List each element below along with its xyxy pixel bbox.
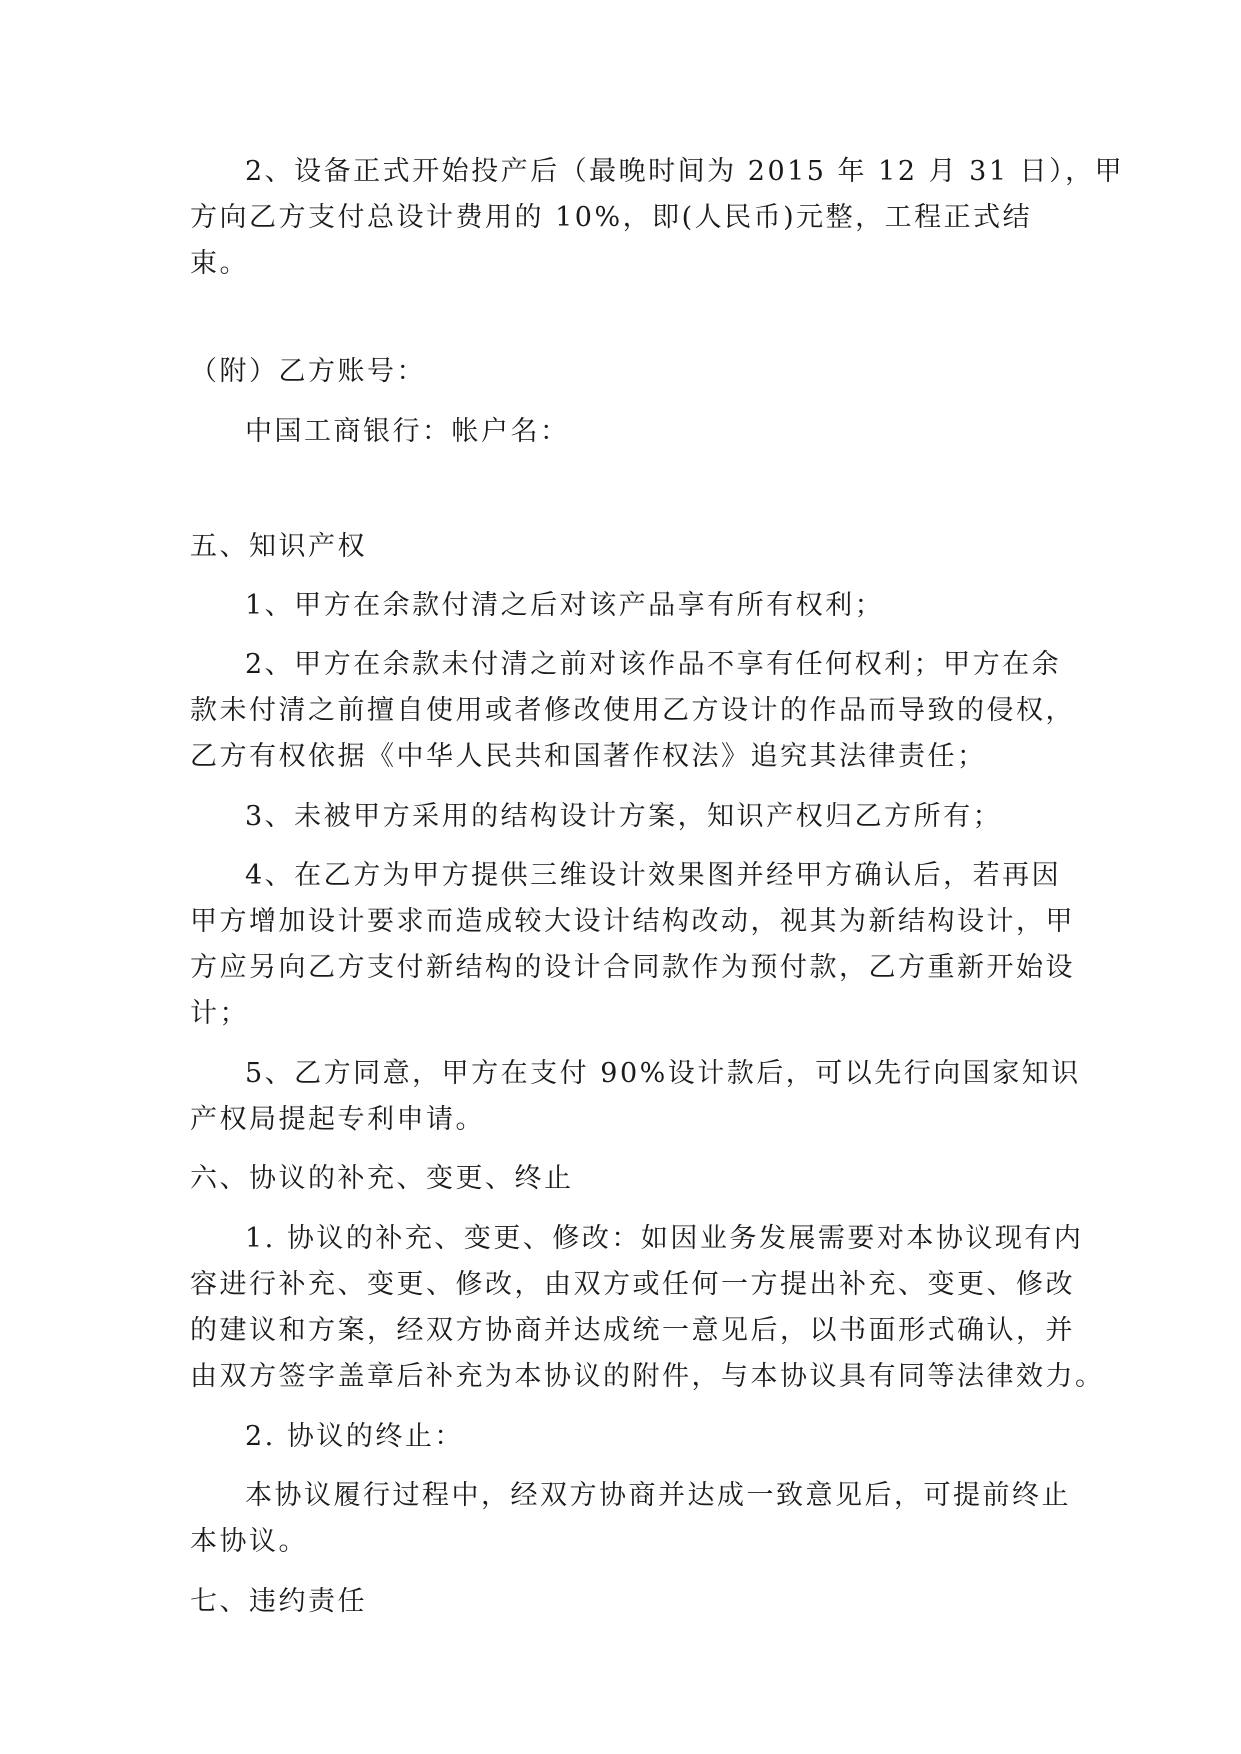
text-line: 1. 协议的补充、变更、修改：如因业务发展需要对本协议现有内 <box>245 1223 1084 1254</box>
text-line: 由双方签字盖章后补充为本协议的附件，与本协议具有同等法律效力。 <box>190 1361 1105 1392</box>
text-line: 2、设备正式开始投产后（最晚时间为 2015 年 12 月 31 日），甲 <box>245 156 1125 187</box>
text-line: 的建议和方案，经双方协商并达成统一意见后，以书面形式确认，并 <box>190 1315 1075 1346</box>
text-line: 本协议。 <box>190 1526 308 1557</box>
bank-account-line: 中国工商银行：帐户名： <box>245 416 570 447</box>
text-line: 计； <box>190 998 249 1029</box>
text-line: 产权局提起专利申请。 <box>190 1104 485 1135</box>
text-line: 甲方增加设计要求而造成较大设计结构改动，视其为新结构设计，甲 <box>190 906 1075 937</box>
text-line: 4、在乙方为甲方提供三维设计效果图并经甲方确认后，若再因 <box>245 860 1062 891</box>
section-heading-agreement-changes: 六、协议的补充、变更、终止 <box>190 1163 574 1194</box>
text-line: 款未付清之前擅自使用或者修改使用乙方设计的作品而导致的侵权， <box>190 695 1075 726</box>
clause-ip-3: 3、未被甲方采用的结构设计方案，知识产权归乙方所有； <box>245 801 1003 832</box>
text-line: 2、甲方在余款未付清之前对该作品不享有任何权利；甲方在余 <box>245 649 1062 680</box>
text-line: 束。 <box>190 248 249 279</box>
section-heading-intellectual-property: 五、知识产权 <box>190 531 367 562</box>
text-line: 5、乙方同意，甲方在支付 90%设计款后，可以先行向国家知识 <box>245 1058 1081 1089</box>
text-line: 方向乙方支付总设计费用的 10%，即(人民币)元整，工程正式结 <box>190 202 1033 233</box>
text-line: 本协议履行过程中，经双方协商并达成一致意见后，可提前终止 <box>245 1480 1071 1511</box>
text-line: 容进行补充、变更、修改，由双方或任何一方提出补充、变更、修改 <box>190 1269 1075 1300</box>
clause-ip-1: 1、甲方在余款付清之后对该产品享有所有权利； <box>245 590 885 621</box>
section-heading-breach-liability: 七、违约责任 <box>190 1586 367 1617</box>
text-line: 方应另向乙方支付新结构的设计合同款作为预付款，乙方重新开始设 <box>190 952 1075 983</box>
account-heading: （附）乙方账号： <box>190 356 426 387</box>
clause-agreement-2: 2. 协议的终止： <box>245 1421 464 1452</box>
text-line: 乙方有权依据《中华人民共和国著作权法》追究其法律责任； <box>190 741 987 772</box>
